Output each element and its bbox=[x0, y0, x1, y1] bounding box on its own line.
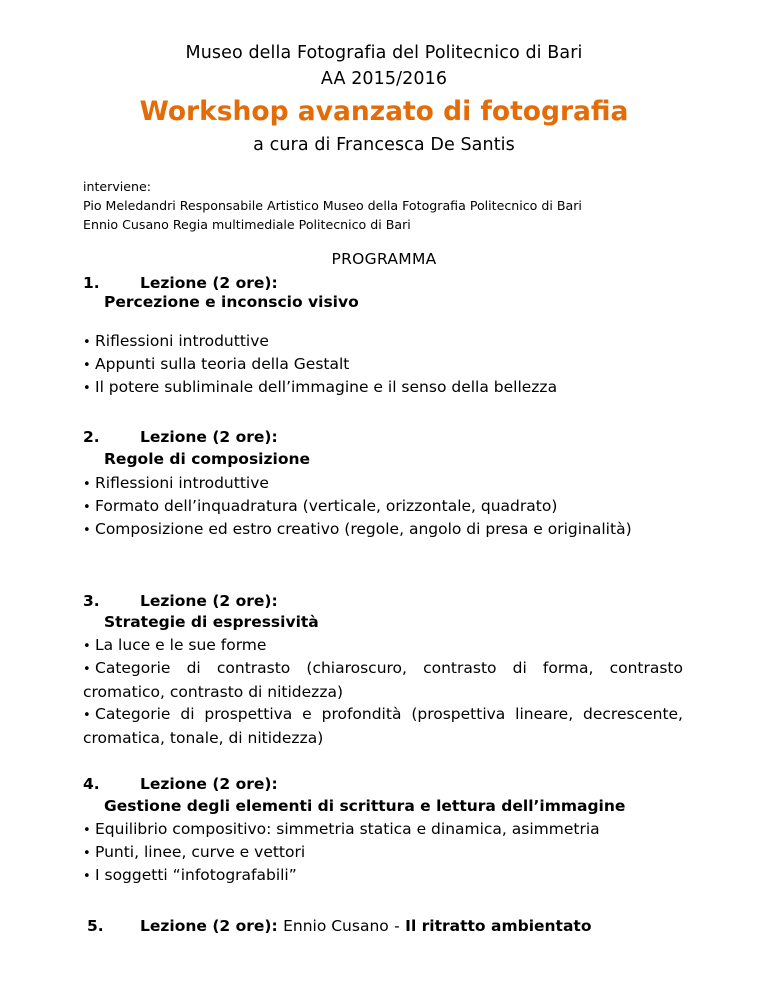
lesson-label: Lezione (2 ore): bbox=[140, 917, 278, 935]
academic-year: AA 2015/2016 bbox=[320, 69, 448, 89]
list-item: • Categorie di contrasto (chiaroscuro, contrasto di forma, contrasto cromatico, contrasto di nitidezza) bbox=[83, 659, 683, 702]
list-item: • I soggetti “infotografabili” bbox=[83, 864, 683, 888]
list-item: • Composizione ed estro creativo (regole, angolo di presa e originalità) bbox=[83, 518, 683, 542]
lesson-subtitle: Strategie di espressività bbox=[104, 613, 319, 631]
lesson-heading bbox=[83, 775, 278, 793]
speakers-label: interviene: bbox=[83, 179, 152, 194]
lesson-speaker: Ennio Cusano bbox=[283, 917, 389, 935]
bullet-icon: • bbox=[83, 358, 91, 373]
lesson-heading bbox=[83, 274, 278, 292]
museum-name: Museo della Fotografia del Politecnico di Bari bbox=[185, 43, 583, 63]
bullet-icon: • bbox=[83, 639, 91, 654]
lesson-subtitle: Gestione degli elementi di scrittura e lettura dell’immagine bbox=[104, 797, 626, 815]
list-item: • Equilibrio compositivo: simmetria statica e dinamica, asimmetria bbox=[83, 818, 683, 842]
bullet-icon: • bbox=[83, 662, 91, 677]
bullet-icon: • bbox=[83, 823, 91, 838]
list-item: • Formato dell’inquadratura (verticale, orizzontale, quadrato) bbox=[83, 495, 683, 519]
lesson-heading bbox=[83, 592, 278, 610]
lesson-label: Lezione (2 ore): bbox=[140, 274, 278, 292]
lesson-number: 1. bbox=[83, 274, 100, 292]
lesson-heading bbox=[83, 428, 278, 446]
bullet-icon: • bbox=[83, 869, 91, 884]
lesson-number: 4. bbox=[83, 775, 100, 793]
list-item: • Categorie di prospettiva e profondità (prospettiva lineare, decrescente, cromatica, tonale, di nitidezza) bbox=[83, 705, 683, 748]
lesson-number: 2. bbox=[83, 428, 100, 446]
bullet-icon: • bbox=[83, 335, 91, 350]
lesson-number: 5. bbox=[87, 917, 104, 935]
list-item: • Appunti sulla teoria della Gestalt bbox=[83, 353, 683, 377]
list-item: • Riflessioni introduttive bbox=[83, 472, 683, 496]
lesson-subtitle: Il ritratto ambientato bbox=[405, 917, 592, 935]
curator-line: a cura di Francesca De Santis bbox=[253, 135, 515, 155]
workshop-title: Workshop avanzato di fotografia bbox=[139, 96, 629, 127]
bullet-icon: • bbox=[83, 846, 91, 861]
lesson-heading bbox=[87, 917, 591, 935]
bullet-icon: • bbox=[83, 381, 91, 396]
lesson-subtitle: Regole di composizione bbox=[104, 450, 311, 468]
bullet-icon: • bbox=[83, 477, 91, 492]
bullet-icon: • bbox=[83, 500, 91, 515]
list-item: • Il potere subliminale dell’immagine e il senso della bellezza bbox=[83, 376, 683, 400]
lesson-label: Lezione (2 ore): bbox=[140, 592, 278, 610]
program-title: PROGRAMMA bbox=[331, 250, 437, 268]
lesson-number: 3. bbox=[83, 592, 100, 610]
list-item: • La luce e le sue forme bbox=[83, 634, 683, 658]
speaker-line-1: Pio Meledandri Responsabile Artistico Museo della Fotografia Politecnico di Bari bbox=[83, 198, 582, 213]
list-item: • Punti, linee, curve e vettori bbox=[83, 841, 683, 865]
bullet-icon: • bbox=[83, 523, 91, 538]
speaker-line-2: Ennio Cusano Regia multimediale Politecnico di Bari bbox=[83, 217, 411, 232]
lesson-label: Lezione (2 ore): bbox=[140, 428, 278, 446]
lesson-subtitle: Percezione e inconscio visivo bbox=[104, 293, 359, 311]
bullet-icon: • bbox=[83, 708, 91, 723]
lesson-label: Lezione (2 ore): bbox=[140, 775, 278, 793]
lesson-separator: - bbox=[394, 917, 400, 935]
list-item: • Riflessioni introduttive bbox=[83, 330, 683, 354]
